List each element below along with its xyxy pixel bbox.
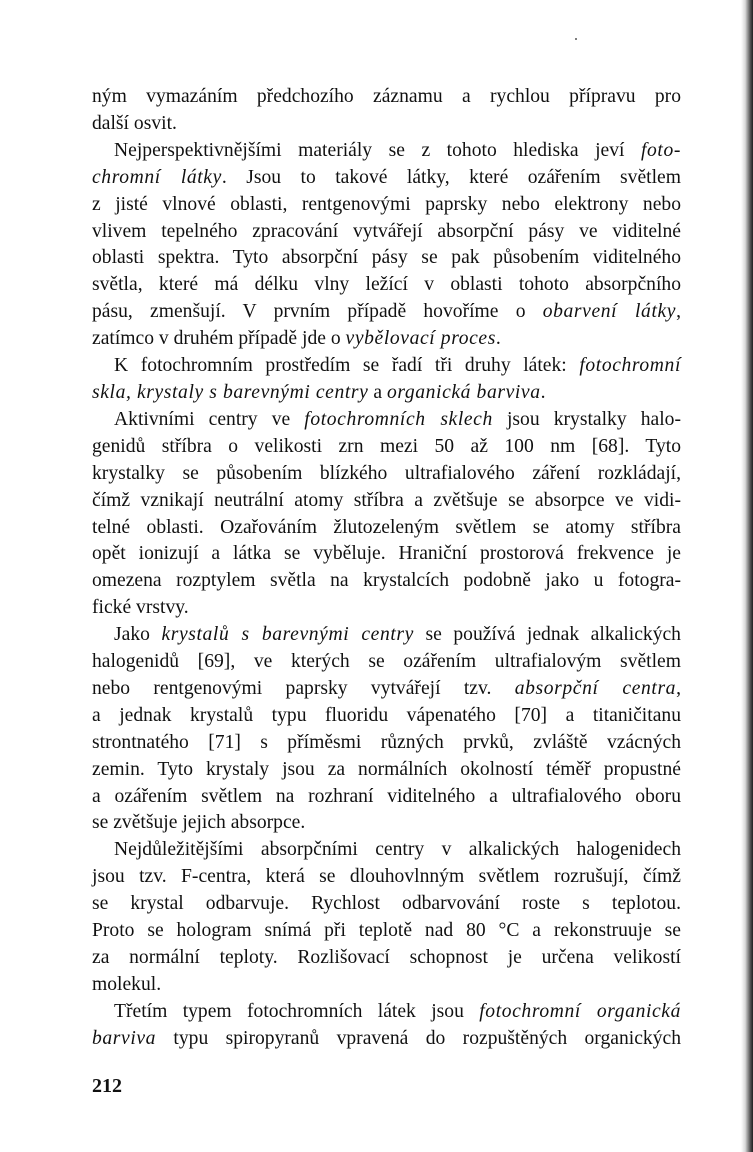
text-line [92, 918, 681, 945]
text-run: nebo rentgenovými paprsky vytvářejí tzv. [92, 677, 515, 699]
text-line [92, 999, 681, 1026]
text-line [92, 810, 681, 837]
text-line [92, 245, 681, 272]
text-line [92, 192, 681, 219]
italic-term: skla, krystaly s barevnými centry [92, 381, 369, 403]
text-line [92, 1026, 681, 1053]
italic-term: obarvení látky [542, 301, 677, 323]
text-line [92, 891, 681, 918]
italic-term: barviva [92, 1027, 157, 1049]
text-run: za normální teploty. Rozlišovací schopnost je určena velikostí [92, 947, 681, 968]
text-run: Aktivními centry ve [114, 408, 305, 430]
text-run: a [368, 381, 387, 403]
text-run: ným vymazáním předchozího záznamu a rychlou přípravu pro [92, 86, 681, 107]
text-line [92, 568, 681, 595]
text-line [92, 676, 681, 703]
text-line [92, 434, 681, 461]
print-speck [575, 38, 577, 40]
text-run: omezena rozptylem světla na krystalcích podobně jako u fotogra- [92, 570, 681, 592]
text-line [92, 595, 681, 622]
italic-term: foto- [640, 139, 681, 161]
text-run: K fotochromním prostředím se řadí tři druhy látek: [114, 355, 580, 377]
text-line [92, 488, 681, 515]
text-run: typu spiropyranů vpravená do rozpuštěných organických [156, 1027, 681, 1049]
text-run: světla, které má délku vlny ležící v oblasti tohoto absorpčního [92, 274, 681, 296]
text-line [92, 326, 681, 353]
text-line [92, 272, 681, 299]
text-run: Jako [114, 624, 162, 646]
text-run: Nejperspektivnějšími materiály se z tohoto hlediska jeví [114, 139, 641, 161]
text-run: , [676, 301, 681, 323]
italic-term: absorpční centra [514, 677, 677, 699]
body-text [92, 84, 681, 1053]
text-line [92, 515, 681, 542]
text-line [92, 219, 681, 246]
italic-term: fotochromní [579, 355, 681, 377]
italic-term: vybělovací proces [345, 328, 496, 350]
text-line [92, 784, 681, 811]
text-run: genidů stříbra o velikosti zrn mezi 50 až 100 nm [68]. Tyto [92, 435, 681, 457]
text-run: a jednak krystalů typu fluoridu vápenatého [70] a titaničitanu [92, 704, 681, 726]
text-run: vlivem tepelného zpracování vytvářejí absorpční pásy ve viditelné [92, 220, 681, 242]
text-run: zatímco v druhém případě jde o [92, 328, 346, 350]
text-run: Nejdůležitějšími absorpčními centry v alkalických halogenidech [114, 839, 681, 861]
text-line [92, 138, 681, 165]
text-run: strontnatého [71] s příměsmi různých prvků, zvláště vzácných [92, 731, 681, 753]
text-run: z jisté vlnové oblasti, rentgenovými paprsky nebo elektrony nebo [92, 193, 681, 215]
text-run: . [495, 328, 501, 350]
text-line [92, 353, 681, 380]
text-line [92, 165, 681, 192]
text-run: telné oblasti. Ozařováním žlutozeleným světlem se atomy stříbra [92, 516, 681, 538]
text-run: , [676, 677, 681, 699]
text-run: se zvětšuje jejich absorpce. [92, 812, 306, 834]
text-line [92, 84, 681, 111]
text-run: . [540, 381, 546, 403]
text-line [92, 299, 681, 326]
text-run: Proto se hologram snímá při teplotě nad 80 °C a rekonstruuje se [92, 920, 681, 942]
page-number: 212 [92, 1075, 122, 1097]
text-line [92, 703, 681, 730]
text-line [92, 649, 681, 676]
text-line [92, 541, 681, 568]
text-run: Třetím typem fotochromních látek jsou [114, 1000, 480, 1022]
text-line [92, 622, 681, 649]
text-run: fické vrstvy. [92, 597, 189, 619]
text-line [92, 111, 681, 138]
text-run: pásu, zmenšují. V prvním případě hovoříme o [92, 301, 543, 323]
text-run: oblasti spektra. Tyto absorpční pásy se pak působením viditelného [92, 247, 681, 269]
italic-term: organická barviva [386, 381, 541, 403]
text-run: zemin. Tyto krystaly jsou za normálních okolností téměř propustné [92, 758, 681, 780]
italic-term: fotochromních sklech [304, 408, 493, 430]
text-run: se používá jednak alkalických [413, 624, 681, 646]
text-run: molekul. [92, 973, 162, 995]
text-line [92, 407, 681, 434]
book-spine-shadow [741, 0, 753, 1152]
text-run: a ozářením světlem na rozhraní viditelného a ultrafialového oboru [92, 785, 681, 807]
text-run: opět ionizují a látka se vyběluje. Hraniční prostorová frekvence je [92, 543, 681, 565]
text-line [92, 757, 681, 784]
text-line [92, 864, 681, 891]
text-run: jsou krystalky halo- [492, 408, 681, 430]
italic-term: chromní látky [92, 166, 222, 188]
text-run: krystalky se působením blízkého ultrafialového záření rozkládají, [92, 462, 681, 484]
text-line [92, 945, 681, 972]
text-line [92, 380, 681, 407]
text-run: další osvit. [92, 112, 177, 134]
text-run: jsou tzv. F-centra, která se dlouhovlnným světlem rozrušují, čímž [92, 866, 681, 888]
text-line [92, 837, 681, 864]
text-run: se krystal odbarvuje. Rychlost odbarvování roste s teplotou. [92, 893, 681, 915]
text-run: . Jsou to takové látky, které ozářením světlem [221, 166, 681, 188]
italic-term: krystalů s barevnými centry [161, 624, 414, 646]
text-run: čímž vznikají neutrální atomy stříbra a zvětšuje se absorpce ve vidi- [92, 489, 681, 511]
italic-term: fotochromní organická [479, 1000, 681, 1022]
text-line [92, 972, 681, 999]
text-line [92, 730, 681, 757]
text-line [92, 461, 681, 488]
text-run: halogenidů [69], ve kterých se ozářením ultrafialovým světlem [92, 651, 681, 673]
